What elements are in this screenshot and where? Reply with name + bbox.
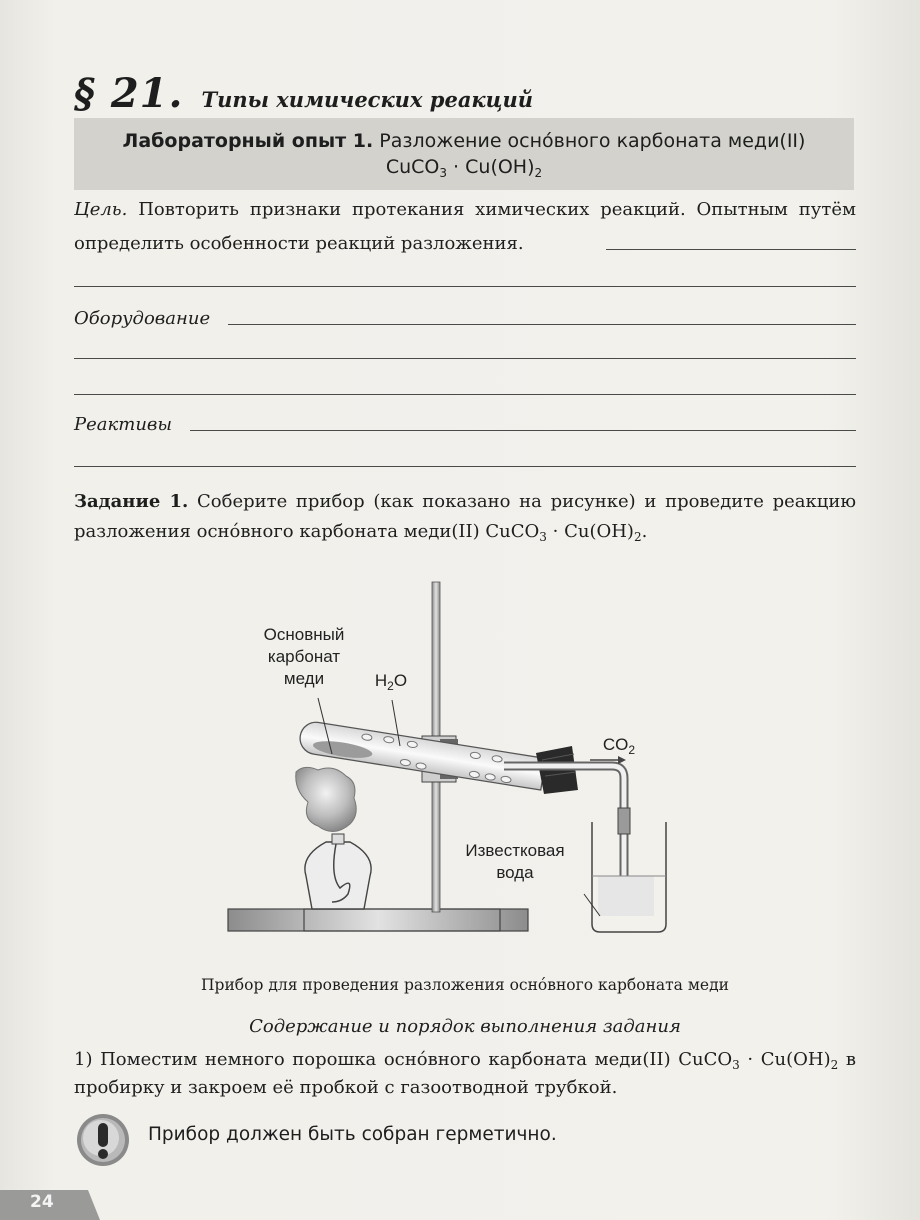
task-1-label: Задание 1. bbox=[74, 491, 189, 512]
label-line: меди bbox=[283, 669, 325, 688]
procedure-step-1 bbox=[74, 1046, 856, 1102]
goal-paragraph bbox=[74, 193, 856, 261]
label-line: Основный bbox=[263, 625, 345, 644]
answer-line[interactable] bbox=[74, 466, 856, 467]
lab-title: Разложение осно́вного карбоната меди(II) bbox=[379, 130, 806, 152]
step-text: в пробирку и закроем её пробкой с газоотводной трубкой. bbox=[74, 1049, 857, 1098]
paragraph-title: Типы химических реакций bbox=[201, 87, 534, 112]
formula-subscript: 2 bbox=[628, 743, 636, 757]
label-line: вода bbox=[496, 863, 534, 882]
formula-subscript: 2 bbox=[633, 530, 642, 544]
label-line: карбонат bbox=[267, 647, 341, 666]
formula-part: H bbox=[374, 671, 388, 690]
formula-part: CuCO bbox=[385, 156, 440, 178]
warning-text: Прибор должен быть собран герметично. bbox=[148, 1124, 557, 1145]
lab-title-line bbox=[74, 130, 854, 152]
label-water bbox=[366, 670, 416, 692]
stand-base bbox=[228, 909, 528, 931]
exclamation-icon bbox=[75, 1112, 131, 1168]
formula-subscript: 3 bbox=[439, 166, 448, 180]
formula-part: · Cu(OH) bbox=[447, 156, 535, 178]
reagents-label: Реактивы bbox=[74, 414, 173, 435]
answer-line[interactable] bbox=[228, 324, 856, 325]
formula-part: CO bbox=[602, 735, 629, 754]
task-1 bbox=[74, 487, 856, 547]
equipment-row bbox=[74, 302, 856, 336]
spirit-lamp bbox=[305, 834, 371, 909]
page-number: 24 bbox=[30, 1192, 54, 1212]
goal-label: Цель. bbox=[74, 199, 128, 220]
task-1-text: Соберите прибор (как показано на рисунке) и проведите реакцию разложения осно́вного карбоната меди(II) CuCO bbox=[74, 491, 856, 542]
paragraph-header bbox=[74, 70, 533, 117]
label-lime-water bbox=[450, 840, 580, 884]
answer-line[interactable] bbox=[74, 358, 856, 359]
formula-subscript: 3 bbox=[732, 1058, 740, 1072]
page-number-tab bbox=[0, 1190, 100, 1220]
sentence-end: . bbox=[641, 521, 648, 542]
step-text: 1) Поместим немного порошка осно́вного карбоната меди(II) CuCO bbox=[74, 1049, 733, 1070]
figure-caption: Прибор для проведения разложения осно́вного карбоната меди bbox=[201, 976, 729, 994]
formula-subscript: 2 bbox=[387, 679, 394, 693]
lab-experiment-header bbox=[74, 118, 854, 190]
goal-text: Повторить признаки протекания химических реакций. Опытным путём определить особенности реакций разложения. bbox=[74, 199, 856, 254]
label-co2 bbox=[594, 734, 644, 756]
formula-subscript: 3 bbox=[539, 530, 547, 544]
step-text: · Cu(OH) bbox=[739, 1049, 831, 1070]
apparatus-figure bbox=[214, 576, 694, 946]
answer-line[interactable] bbox=[74, 394, 856, 395]
formula-part: · Cu(OH) bbox=[546, 521, 634, 542]
answer-line[interactable] bbox=[606, 249, 856, 250]
label-copper-carbonate bbox=[234, 624, 374, 690]
formula-subscript: 2 bbox=[830, 1058, 839, 1072]
equipment-label: Оборудование bbox=[74, 308, 211, 329]
answer-line[interactable] bbox=[74, 286, 856, 287]
beaker bbox=[592, 822, 666, 932]
label-line: Известковая bbox=[465, 841, 565, 860]
formula-part: O bbox=[393, 671, 408, 690]
answer-line[interactable] bbox=[190, 430, 856, 431]
lab-label: Лабораторный опыт 1. bbox=[122, 130, 374, 152]
reagents-row bbox=[74, 408, 856, 442]
procedure-title: Содержание и порядок выполнения задания bbox=[249, 1016, 681, 1037]
formula-subscript: 2 bbox=[534, 166, 543, 180]
paragraph-number: § 21. bbox=[74, 70, 184, 117]
burner-flame bbox=[296, 767, 357, 831]
lab-formula bbox=[74, 156, 854, 178]
